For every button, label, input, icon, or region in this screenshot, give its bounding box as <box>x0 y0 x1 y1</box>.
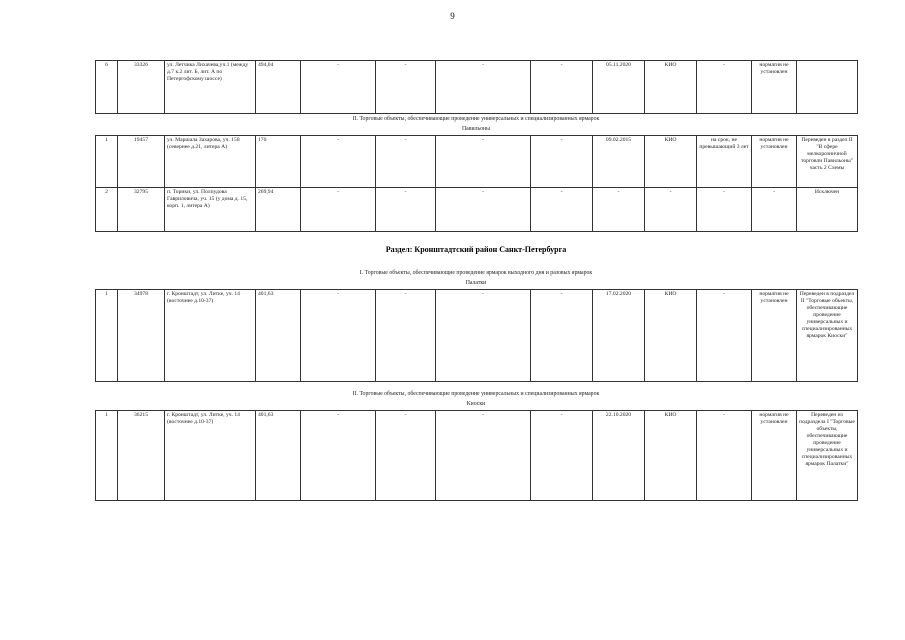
table-a <box>95 60 858 114</box>
cell-c6: - <box>376 411 436 501</box>
cell-c5: - <box>301 188 376 232</box>
cell-n: 1 <box>96 411 118 501</box>
cell-c12: норматив не установлен <box>752 136 797 188</box>
cell-c13 <box>797 61 858 114</box>
cell-c11: - <box>697 290 752 382</box>
cell-date: 09.02.2015 <box>593 136 645 188</box>
cell-kio: КИО <box>645 61 697 114</box>
cell-c5: - <box>301 61 376 114</box>
cell-area: 401,63 <box>256 411 301 501</box>
cell-c8: - <box>531 290 593 382</box>
table-row <box>96 61 858 114</box>
caption-c2: Киоски <box>466 401 486 407</box>
cell-n: 2 <box>96 188 118 232</box>
cell-c11: - <box>697 411 752 501</box>
cell-date: 05.11.2020 <box>593 61 645 114</box>
cell-c7: - <box>436 290 531 382</box>
cell-address: г. Кронштадт, ул. Литке, уч. 14 (восточнее д.10-37) <box>165 290 256 382</box>
cell-area: 401,63 <box>256 290 301 382</box>
cell-c7: - <box>436 188 531 232</box>
caption-a2: Павильоны <box>461 126 491 132</box>
cell-kio: КИО <box>645 136 697 188</box>
cell-c6: - <box>376 188 436 232</box>
cell-c12: норматив не установлен <box>752 411 797 501</box>
cell-c7: - <box>436 61 531 114</box>
page-number: 9 <box>450 11 455 21</box>
table-row <box>96 290 858 382</box>
cell-area: 494,04 <box>256 61 301 114</box>
cell-area: 170 <box>256 136 301 188</box>
cell-c12: норматив не установлен <box>752 61 797 114</box>
cell-date: - <box>593 188 645 232</box>
cell-c6: - <box>376 290 436 382</box>
section-title: Раздел: Кронштадтский район Санкт-Петербурга <box>385 245 567 254</box>
cell-address: п. Торики, ул. Полпудова Гавриловича, уч. 15 (у дома д. 15, корп. 1, литера А) <box>165 188 256 232</box>
cell-c7: - <box>436 411 531 501</box>
cell-n: 6 <box>96 61 118 114</box>
cell-kio: - <box>645 188 697 232</box>
cell-c8: - <box>531 188 593 232</box>
cell-c5: - <box>301 136 376 188</box>
cell-c6: - <box>376 61 436 114</box>
cell-c11: - <box>697 188 752 232</box>
table-d <box>95 410 858 501</box>
caption-c1: II. Торговые объекты, обеспечивающие проведение универсальных и специализированных ярмарок <box>352 391 600 397</box>
cell-c11: на срок, не превышающий 3 лет <box>697 136 752 188</box>
table-b <box>95 135 858 232</box>
cell-n: 1 <box>96 290 118 382</box>
cell-c13: Переведен в подраздел II "Торговые объекты, обеспечивающие проведение универсальных и специализированных ярмарок Киоски" <box>797 290 858 382</box>
table-c <box>95 289 858 382</box>
cell-id: 32795 <box>118 188 165 232</box>
cell-c11: - <box>697 61 752 114</box>
cell-kio: КИО <box>645 290 697 382</box>
cell-id: 19457 <box>118 136 165 188</box>
cell-address: г. Кронштадт, ул. Литке, уч. 14 (восточнее д.10-37) <box>165 411 256 501</box>
cell-c8: - <box>531 411 593 501</box>
cell-id: 33326 <box>118 61 165 114</box>
table-row <box>96 188 858 232</box>
caption-b2: Палатки <box>465 280 487 286</box>
cell-area: 269,94 <box>256 188 301 232</box>
cell-address: ул. Летчика Лихачева,уч.1 (между д.7 к.2 лит. Б, лит. А по Петергофскому шоссе) <box>165 61 256 114</box>
cell-c8: - <box>531 61 593 114</box>
cell-kio: КИО <box>645 411 697 501</box>
caption-a1: II. Торговые объекты, обеспечивающие проведение универсальных и специализированных ярмарок <box>352 116 600 122</box>
cell-c5: - <box>301 411 376 501</box>
cell-c5: - <box>301 290 376 382</box>
cell-date: 22.10.2020 <box>593 411 645 501</box>
cell-c7: - <box>436 136 531 188</box>
cell-id: 34978 <box>118 290 165 382</box>
caption-b1: I. Торговые объекты, обеспечивающие проведение ярмарок выходного дня и разовых ярмарок <box>359 270 593 276</box>
cell-date: 17.02.2020 <box>593 290 645 382</box>
cell-n: 1 <box>96 136 118 188</box>
cell-id: 36215 <box>118 411 165 501</box>
cell-c6: - <box>376 136 436 188</box>
cell-c13: Переведен в раздел II "В сфере мелкорозничной торговли Павильоны" часть 2 Схемы <box>797 136 858 188</box>
cell-c13: Переведен из подраздела I "Торговые объекты, обеспечивающие проведение универсальных и специализированных ярмарок Палатки" <box>797 411 858 501</box>
cell-c8: - <box>531 136 593 188</box>
cell-c12: норматив не установлен <box>752 290 797 382</box>
table-row <box>96 411 858 501</box>
cell-c13: Исключен <box>797 188 858 232</box>
cell-c12: - <box>752 188 797 232</box>
cell-address: ул. Маршала Захарова, уч. 158 (севернее д.21, литера А) <box>165 136 256 188</box>
table-row <box>96 136 858 188</box>
